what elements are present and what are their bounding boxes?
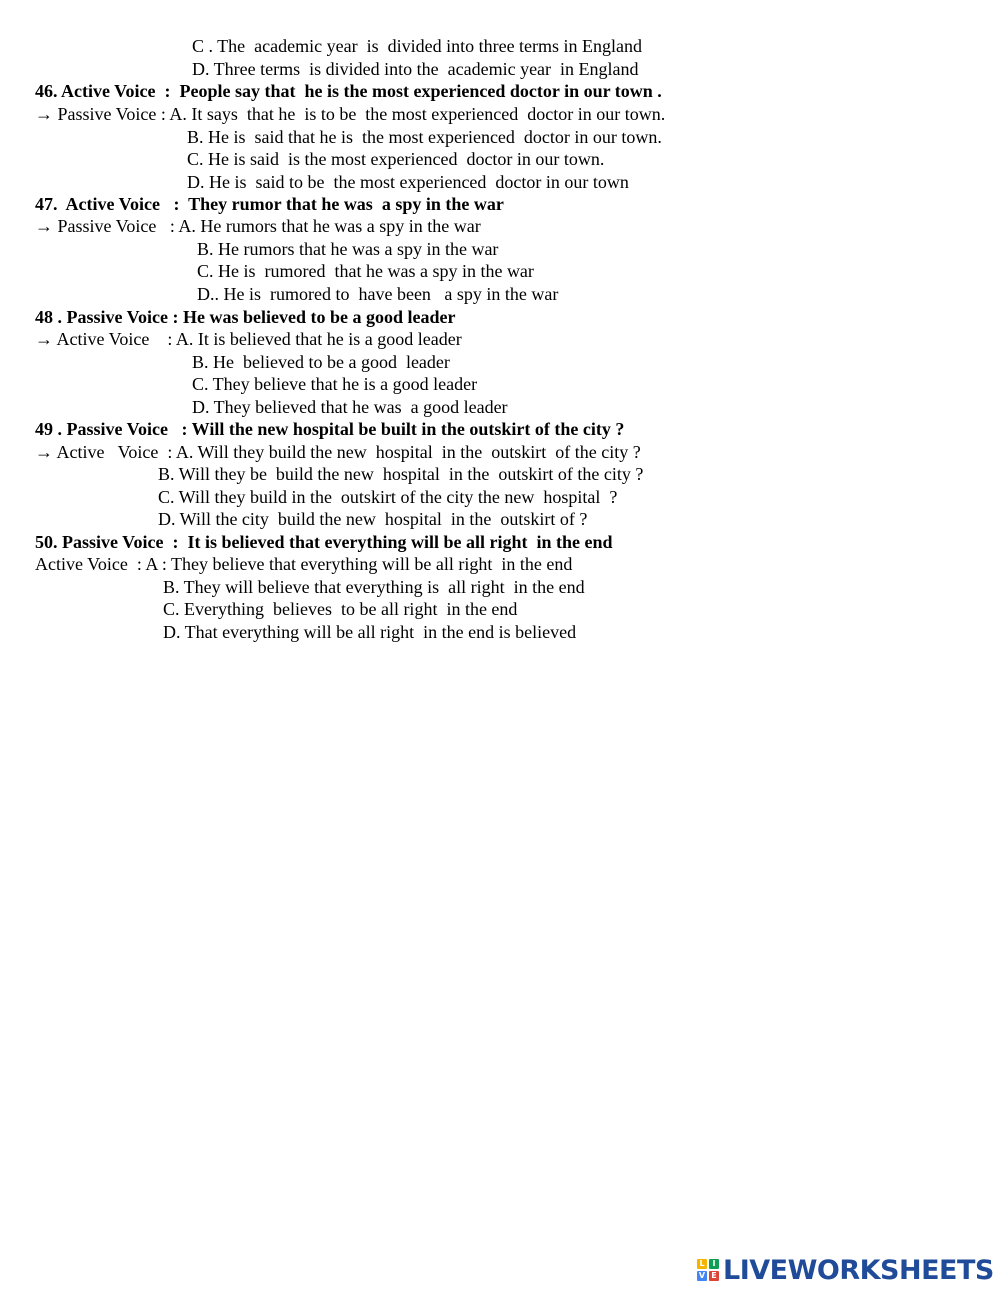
q49-option-d: D. Will the city build the new hospital in the outskirt of ? <box>158 509 588 529</box>
logo-square-e: E <box>709 1271 719 1281</box>
q47-option-b: B. He rumors that he was a spy in the war <box>197 239 499 259</box>
q50-option-b: B. They will believe that everything is all right in the end <box>163 577 585 597</box>
q50-option-d: D. That everything will be all right in the end is believed <box>163 622 577 642</box>
question-49: 49 . Passive Voice : Will the new hospital be built in the outskirt of the city ? <box>35 419 625 439</box>
q50-option-a: Active Voice : A : They believe that everything will be all right in the end <box>35 554 573 574</box>
logo-square-v: V <box>698 1271 706 1280</box>
q49-option-a: → Active Voice : A. Will they build the new hospital in the outskirt of the city ? <box>35 442 641 462</box>
q45-option-d: D. Three terms is divided into the academic year in England <box>192 59 639 79</box>
q45-option-c: C . The academic year is divided into three terms in England <box>192 36 643 56</box>
q46-option-d: D. He is said to be the most experienced doctor in our town <box>187 172 629 192</box>
question-47: 47. Active Voice : They rumor that he was a spy in the war <box>35 194 504 214</box>
question-48: 48 . Passive Voice : He was believed to be a good leader <box>35 307 456 327</box>
q48-option-d: D. They believed that he was a good leader <box>192 397 508 417</box>
q47-option-c: C. He is rumored that he was a spy in the war <box>197 261 534 281</box>
question-50: 50. Passive Voice : It is believed that everything will be all right in the end <box>35 532 613 552</box>
q47-option-a: → Passive Voice : A. He rumors that he was a spy in the war <box>35 216 481 236</box>
q49-option-b: B. Will they be build the new hospital in the outskirt of the city ? <box>158 464 644 484</box>
q46-option-b: B. He is said that he is the most experienced doctor in our town. <box>187 127 662 147</box>
liveworksheets-logo <box>697 1255 994 1285</box>
q46-option-c: C. He is said is the most experienced doctor in our town. <box>187 149 605 169</box>
logo-square-l: L <box>697 1259 707 1269</box>
logo-text: LIVEWORKSHEETS <box>723 1254 994 1286</box>
q50-option-c: C. Everything believes to be all right in the end <box>163 599 518 619</box>
q47-option-d: D.. He is rumored to have been a spy in the war <box>197 284 559 304</box>
logo-squares-icon <box>697 1259 719 1281</box>
q49-option-c: C. Will they build in the outskirt of the city the new hospital ? <box>158 487 618 507</box>
logo-square-i: I <box>709 1259 719 1269</box>
q46-option-a: → Passive Voice : A. It says that he is to be the most experienced doctor in our town. <box>35 104 666 124</box>
question-46: 46. Active Voice : People say that he is the most experienced doctor in our town . <box>35 81 662 101</box>
q48-option-c: C. They believe that he is a good leader <box>192 374 478 394</box>
q48-option-b: B. He believed to be a good leader <box>192 352 450 372</box>
q48-option-a: → Active Voice : A. It is believed that he is a good leader <box>35 329 462 349</box>
